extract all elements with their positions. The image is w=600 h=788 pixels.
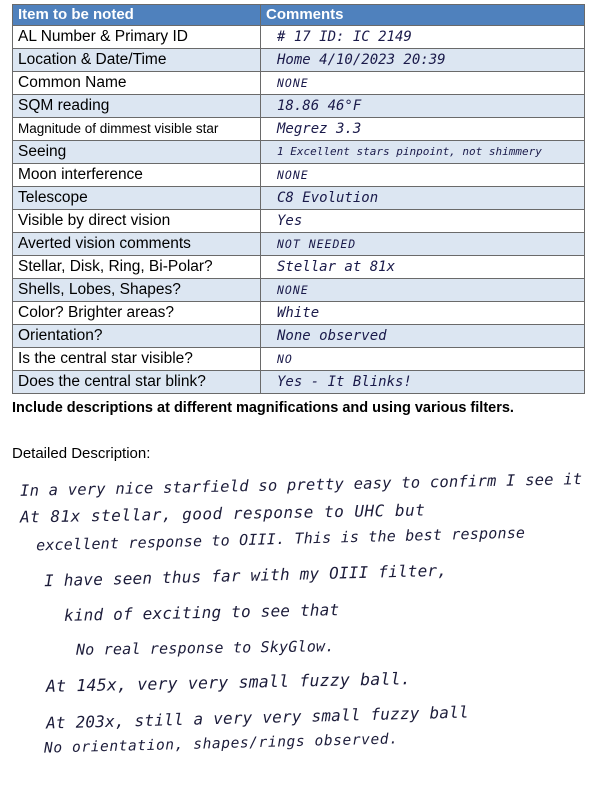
table-header-row <box>13 5 585 26</box>
table-row <box>13 279 585 302</box>
row-label: Shells, Lobes, Shapes? <box>13 279 261 302</box>
description-line: At 145x, very very small fuzzy ball. <box>45 669 411 696</box>
table-row <box>13 210 585 233</box>
row-comment: Home 4/10/2023 20:39 <box>261 49 585 72</box>
table-row <box>13 302 585 325</box>
row-label: AL Number & Primary ID <box>13 26 261 49</box>
row-label: Visible by direct vision <box>13 210 261 233</box>
description-line: excellent response to OIII. This is the best response <box>35 523 526 555</box>
row-comment: NONE <box>261 279 585 302</box>
table-row <box>13 256 585 279</box>
table-row <box>13 72 585 95</box>
description-line: At 203x, still a very very small fuzzy ball <box>45 702 469 733</box>
description-line: In a very nice starfield so pretty easy to confirm I see it <box>19 470 583 500</box>
row-comment: NONE <box>261 164 585 187</box>
table-row <box>13 118 585 141</box>
table-row <box>13 187 585 210</box>
instruction-note: Include descriptions at different magnifications and using various filters. <box>12 400 514 416</box>
row-label: Stellar, Disk, Ring, Bi-Polar? <box>13 256 261 279</box>
table-row <box>13 141 585 164</box>
item-column-header: Item to be noted <box>13 5 261 26</box>
row-comment: C8 Evolution <box>261 187 585 210</box>
row-label: Is the central star visible? <box>13 348 261 371</box>
row-comment: NO <box>261 348 585 371</box>
row-comment: Megrez 3.3 <box>261 118 585 141</box>
table-row <box>13 233 585 256</box>
table-row <box>13 325 585 348</box>
description-line: kind of exciting to see that <box>63 600 340 625</box>
row-comment: Stellar at 81x <box>261 256 585 279</box>
row-label: Telescope <box>13 187 261 210</box>
row-label: Moon interference <box>13 164 261 187</box>
description-line: At 81x stellar, good response to UHC but <box>19 500 426 527</box>
row-label: Common Name <box>13 72 261 95</box>
row-label: Seeing <box>13 141 261 164</box>
row-comment: 18.86 46°F <box>261 95 585 118</box>
description-line: No orientation, shapes/rings observed. <box>43 731 399 757</box>
row-comment: White <box>261 302 585 325</box>
table-row <box>13 348 585 371</box>
table-row <box>13 26 585 49</box>
table-row <box>13 49 585 72</box>
comments-column-header: Comments <box>261 5 585 26</box>
row-comment: Yes - It Blinks! <box>261 371 585 394</box>
row-comment: 1 Excellent stars pinpoint, not shimmery <box>261 141 585 164</box>
row-label: Color? Brighter areas? <box>13 302 261 325</box>
row-label: Orientation? <box>13 325 261 348</box>
row-label: Location & Date/Time <box>13 49 261 72</box>
row-label: Does the central star blink? <box>13 371 261 394</box>
row-comment: # 17 ID: IC 2149 <box>261 26 585 49</box>
row-comment: None observed <box>261 325 585 348</box>
description-line: I have seen thus far with my OIII filter, <box>43 560 448 591</box>
description-line: No real response to SkyGlow. <box>75 637 335 659</box>
row-comment: NONE <box>261 72 585 95</box>
row-comment: NOT NEEDED <box>261 233 585 256</box>
table-row <box>13 164 585 187</box>
table-row <box>13 371 585 394</box>
observation-form-table <box>12 4 585 394</box>
detailed-description-heading: Detailed Description: <box>12 445 151 462</box>
row-label: SQM reading <box>13 95 261 118</box>
table-row <box>13 95 585 118</box>
row-label: Averted vision comments <box>13 233 261 256</box>
row-label: Magnitude of dimmest visible star <box>13 118 261 141</box>
row-comment: Yes <box>261 210 585 233</box>
